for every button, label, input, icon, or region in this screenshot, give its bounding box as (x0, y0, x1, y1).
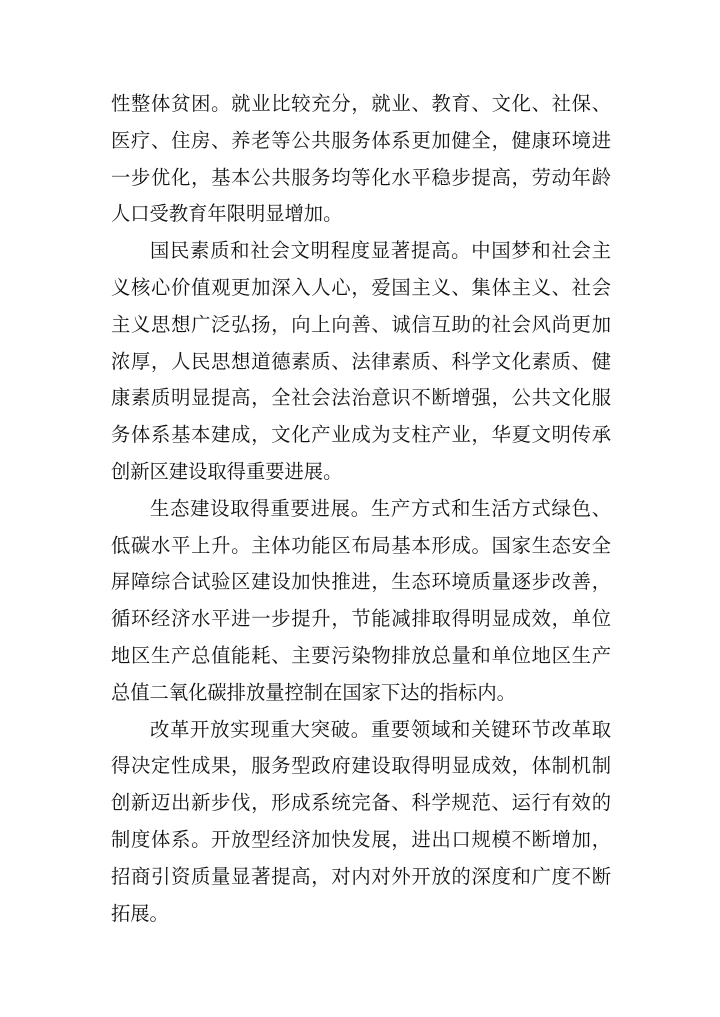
document-body (111, 86, 611, 932)
paragraph-continuation: 性整体贫困。就业比较充分，就业、教育、文化、社保、医疗、住房、养老等公共服务体系更加健全，健康环境进一步优化，基本公共服务均等化水平稳步提高，劳动年龄人口受教育年限明显增加。 (111, 92, 611, 226)
paragraph-ecology: 生态建设取得重要进展。生产方式和生活方式绿色、低碳水平上升。主体功能区布局基本形成。国家生态安全屏障综合试验区建设加快推进，生态环境质量逐步改善，循环经济水平进一步提升，节能减排取得明显成效，单位地区生产总值能耗、主要污染物排放总量和单位地区生产总值二氧化碳排放量控制在国家下达的指标内。 (111, 496, 611, 704)
paragraph-reform-opening: 改革开放实现重大突破。重要领域和关键环节改革取得决定性成果，服务型政府建设取得明显成效，体制机制创新迈出新步伐，形成系统完备、科学规范、运行有效的制度体系。开放型经济加快发展，进出口规模不断增加，招商引资质量显著提高，对内对外开放的深度和广度不断拓展。 (111, 717, 611, 925)
paragraph-quality-civilization: 国民素质和社会文明程度显著提高。中国梦和社会主义核心价值观更加深入人心，爱国主义、集体主义、社会主义思想广泛弘扬，向上向善、诚信互助的社会风尚更加浓厚，人民思想道德素质、法律素质、科学文化素质、健康素质明显提高，全社会法治意识不断增强，公共文化服务体系基本建成，文化产业成为支柱产业，华夏文明传承创新区建设取得重要进展。 (111, 239, 611, 483)
